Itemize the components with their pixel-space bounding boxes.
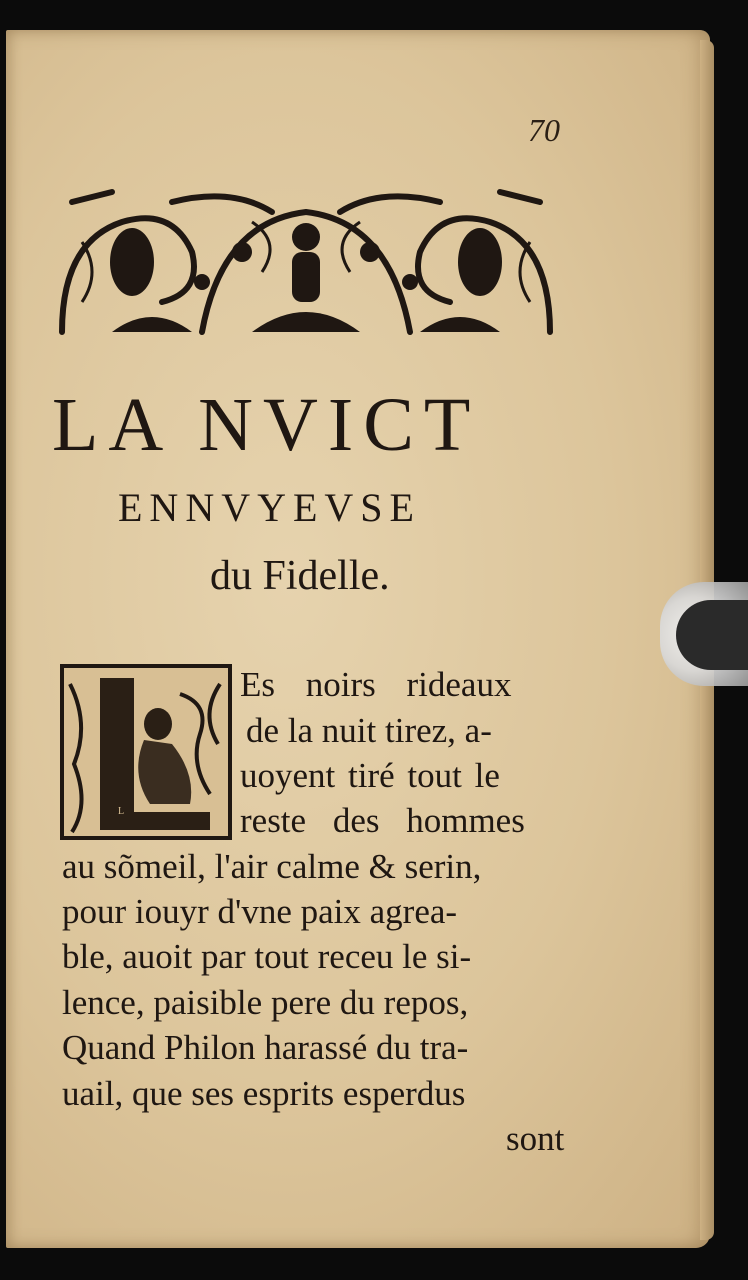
page-clip-shadow xyxy=(676,600,748,670)
text-line-7: ble, auoit par tout receu le si- xyxy=(62,937,472,976)
text-line-2: de la nuit tirez, a- xyxy=(246,711,492,750)
text-line-10: uail, que ses esprits esperdus xyxy=(62,1074,466,1113)
decorated-initial-letter xyxy=(60,664,232,840)
title-line-1: LA NVICT xyxy=(52,383,481,467)
text-line-9: Quand Philon harassé du tra- xyxy=(62,1028,469,1067)
title-line-2: ENNVYEVSE xyxy=(118,485,421,530)
title-line-3: du Fidelle. xyxy=(210,553,390,599)
text-line-4: reste des hommes xyxy=(240,801,525,840)
text-line-3: uoyent tiré tout le xyxy=(240,756,500,795)
page-number: 70 xyxy=(528,112,560,148)
decorative-headpiece-ornament xyxy=(52,182,560,342)
text-line-6: pour iouyr d'vne paix agrea- xyxy=(62,892,458,931)
text-line-5: au sõmeil, l'air calme & serin, xyxy=(62,847,482,886)
text-line-1: Es noirs rideaux xyxy=(240,665,512,704)
initial-letter-glyph: L xyxy=(118,806,125,817)
text-line-8: lence, paisible pere du repos, xyxy=(62,983,469,1022)
catchword: sont xyxy=(506,1119,565,1158)
